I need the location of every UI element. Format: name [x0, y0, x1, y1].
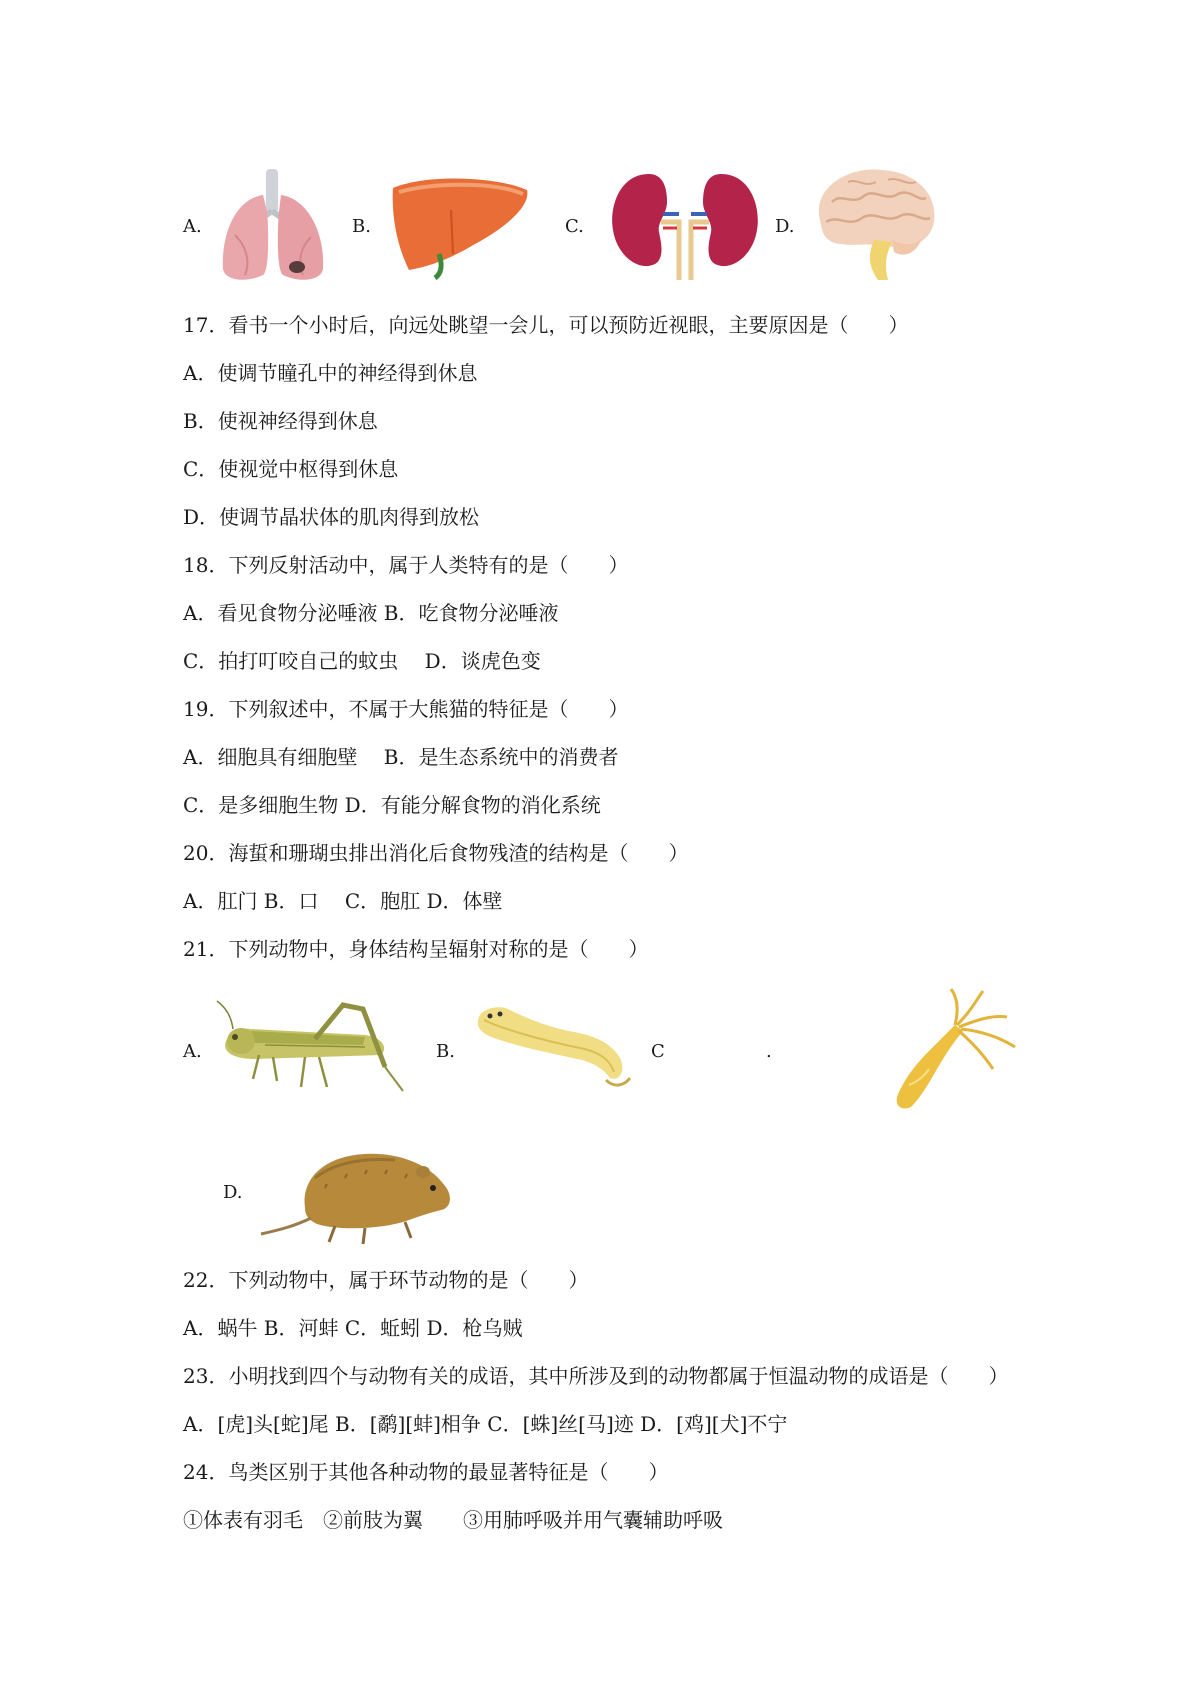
- q21-option-c-dot: .: [766, 1041, 772, 1062]
- lungs-image: [215, 165, 330, 287]
- q18-stem: 18．下列反射活动中，属于人类特有的是（ ）: [183, 553, 629, 577]
- q18-options-cd: C．拍打叮咬自己的蚊虫 D．谈虎色变: [183, 649, 541, 673]
- q22-options: A．蜗牛 B．河蚌 C．蚯蚓 D．枪乌贼: [183, 1316, 523, 1340]
- q16-option-a-label: A.: [183, 216, 202, 237]
- hydra-image: [885, 985, 1025, 1115]
- q16-option-c-label: C.: [565, 216, 584, 237]
- q19-options-cd: C．是多细胞生物 D．有能分解食物的消化系统: [183, 793, 601, 817]
- q21-option-d-label: D.: [223, 1182, 243, 1203]
- q17-option-d: D．使调节晶状体的肌肉得到放松: [183, 505, 480, 529]
- q24-items: ①体表有羽毛 ②前肢为翼 ③用肺呼吸并用气囊辅助呼吸: [183, 1508, 723, 1532]
- q22-stem: 22．下列动物中，属于环节动物的是（ ）: [183, 1268, 589, 1292]
- q17-option-a: A．使调节瞳孔中的神经得到休息: [183, 361, 478, 385]
- q23-stem: 23．小明找到四个与动物有关的成语，其中所涉及到的动物都属于恒温动物的成语是（ ）: [183, 1364, 1009, 1388]
- q18-options-ab: A．看见食物分泌唾液 B．吃食物分泌唾液: [183, 601, 559, 625]
- q20-stem: 20．海蜇和珊瑚虫排出消化后食物残渣的结构是（ ）: [183, 841, 689, 865]
- brain-image: [808, 162, 943, 284]
- q19-options-ab: A．细胞具有细胞壁 B．是生态系统中的消费者: [183, 745, 619, 769]
- q19-stem: 19．下列叙述中，不属于大熊猫的特征是（ ）: [183, 697, 629, 721]
- q20-options: A．肛门 B．口 C．胞肛 D．体壁: [183, 889, 503, 913]
- q16-option-b-label: B.: [352, 216, 371, 237]
- q24-stem: 24．鸟类区别于其他各种动物的最显著特征是（ ）: [183, 1460, 669, 1484]
- q17-option-b: B．使视神经得到休息: [183, 409, 378, 433]
- q21-option-c-label: C: [651, 1041, 665, 1062]
- planarian-image: [470, 998, 640, 1093]
- kidneys-image: [605, 168, 765, 280]
- q21-stem: 21．下列动物中，身体结构呈辐射对称的是（ ）: [183, 937, 649, 961]
- rat-image: [255, 1138, 460, 1250]
- q23-options: A．[虎]头[蛇]尾 B．[鹬][蚌]相争 C．[蛛]丝[马]迹 D．[鸡][犬]不宁: [183, 1412, 788, 1436]
- q17-stem: 17．看书一个小时后，向远处眺望一会儿，可以预防近视眼，主要原因是（ ）: [183, 313, 909, 337]
- q21-option-a-label: A.: [183, 1041, 202, 1062]
- grasshopper-image: [215, 995, 410, 1095]
- q21-option-b-label: B.: [436, 1041, 455, 1062]
- q16-option-d-label: D.: [775, 216, 795, 237]
- q17-option-c: C．使视觉中枢得到休息: [183, 457, 399, 481]
- liver-image: [385, 170, 535, 282]
